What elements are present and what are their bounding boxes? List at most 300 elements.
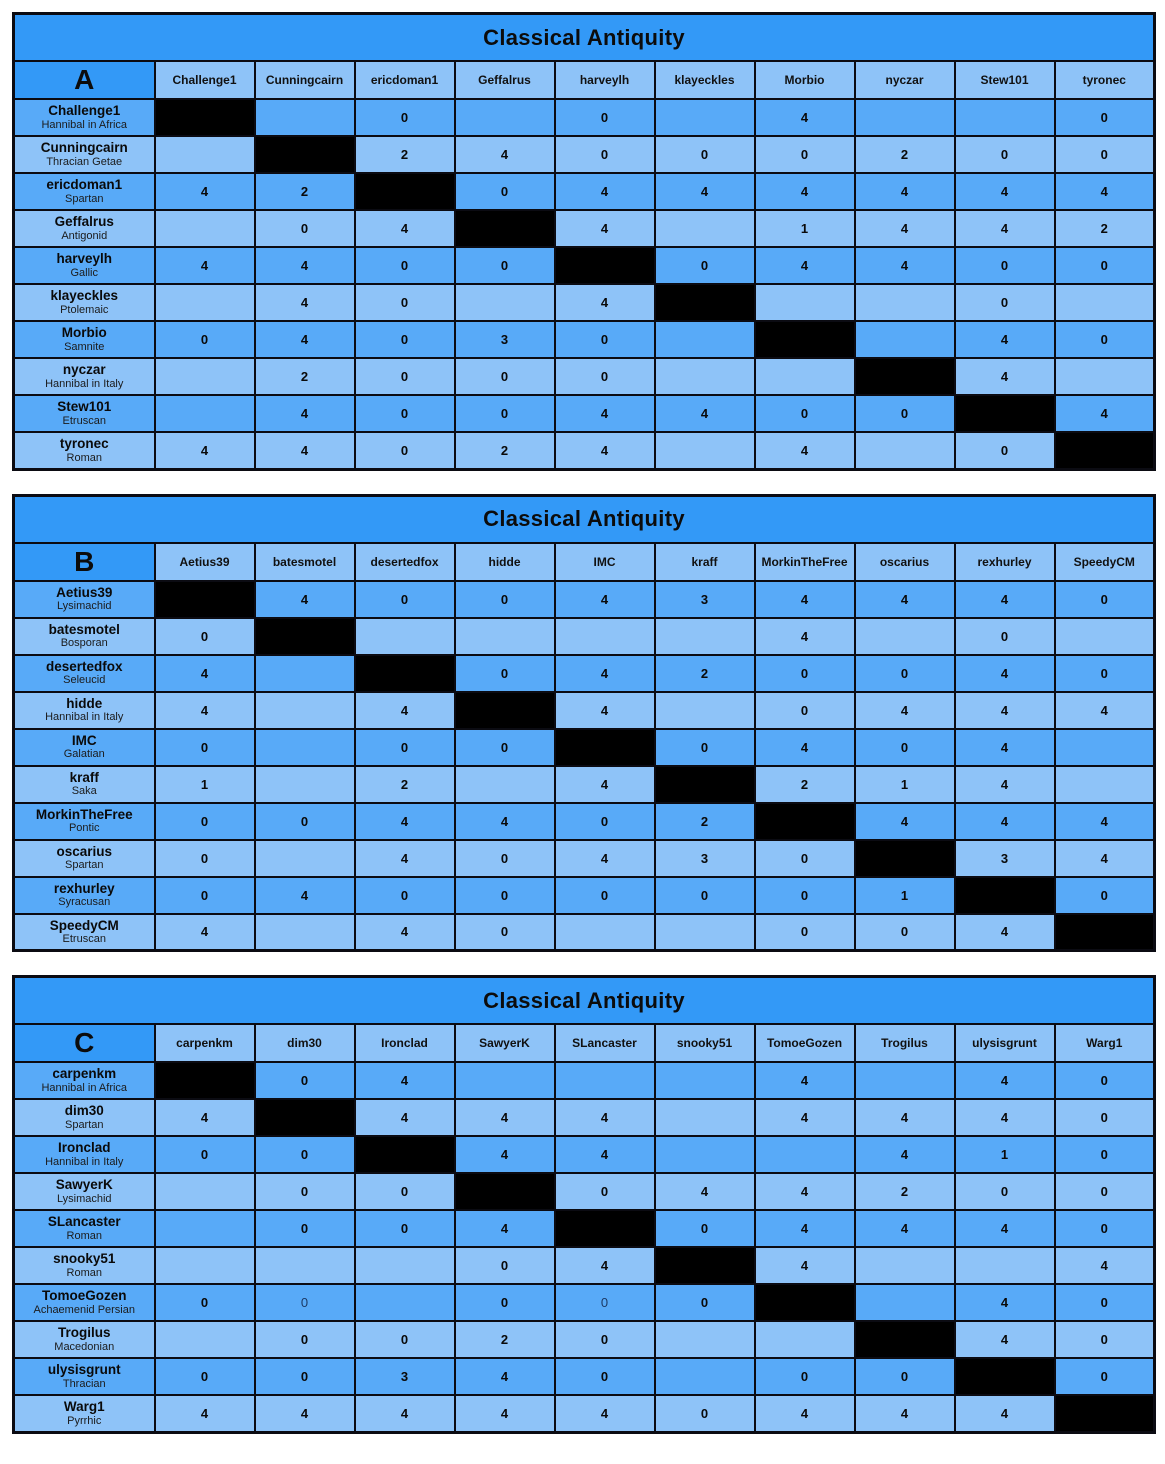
score-cell: 4 bbox=[455, 1395, 555, 1432]
empty-score-cell bbox=[555, 914, 655, 951]
civilization-name: Etruscan bbox=[62, 414, 106, 427]
score-cell: 2 bbox=[355, 766, 455, 803]
row-label bbox=[14, 1358, 155, 1395]
empty-score-cell bbox=[555, 618, 655, 655]
row-label bbox=[14, 1136, 155, 1173]
score-cell: 4 bbox=[955, 729, 1055, 766]
civilization-name: Spartan bbox=[64, 1118, 104, 1131]
table-row bbox=[14, 655, 1155, 692]
diagonal-cell bbox=[655, 284, 755, 321]
table-row bbox=[14, 1173, 1155, 1210]
column-header: Ironclad bbox=[355, 1024, 455, 1062]
row-label bbox=[14, 1062, 155, 1099]
player-name: desertedfox bbox=[45, 658, 123, 674]
table-row bbox=[14, 1062, 1155, 1099]
row-label bbox=[14, 1284, 155, 1321]
score-cell: 4 bbox=[955, 581, 1055, 618]
score-cell: 4 bbox=[955, 173, 1055, 210]
score-cell: 4 bbox=[355, 692, 455, 729]
diagonal-cell bbox=[455, 692, 555, 729]
score-cell: 4 bbox=[155, 1099, 255, 1136]
empty-score-cell bbox=[155, 210, 255, 247]
score-cell: 0 bbox=[255, 1284, 355, 1321]
score-cell: 4 bbox=[555, 1395, 655, 1432]
score-cell: 0 bbox=[855, 729, 955, 766]
player-name: batesmotel bbox=[48, 621, 120, 637]
column-header: TomoeGozen bbox=[755, 1024, 855, 1062]
score-cell: 2 bbox=[855, 1173, 955, 1210]
score-cell: 0 bbox=[655, 1284, 755, 1321]
diagonal-cell bbox=[555, 1210, 655, 1247]
score-cell: 0 bbox=[355, 247, 455, 284]
score-cell: 4 bbox=[755, 581, 855, 618]
civilization-name: Syracusan bbox=[58, 896, 111, 909]
player-name: TomoeGozen bbox=[41, 1288, 127, 1304]
column-header: IMC bbox=[555, 543, 655, 581]
empty-score-cell bbox=[655, 914, 755, 951]
score-cell: 1 bbox=[755, 210, 855, 247]
table-row bbox=[14, 914, 1155, 951]
score-cell: 4 bbox=[255, 877, 355, 914]
column-header: SpeedyCM bbox=[1055, 543, 1155, 581]
score-cell: 4 bbox=[255, 581, 355, 618]
table-row bbox=[14, 692, 1155, 729]
score-cell: 4 bbox=[955, 358, 1055, 395]
civilization-name: Bosporan bbox=[60, 637, 108, 650]
player-name: Cunningcairn bbox=[40, 140, 128, 156]
score-cell: 0 bbox=[655, 247, 755, 284]
empty-score-cell bbox=[355, 1247, 455, 1284]
score-cell: 4 bbox=[155, 247, 255, 284]
score-cell: 0 bbox=[1055, 1210, 1155, 1247]
score-cell: 4 bbox=[855, 1136, 955, 1173]
score-cell: 0 bbox=[955, 1173, 1055, 1210]
score-cell: 0 bbox=[1055, 877, 1155, 914]
score-cell: 4 bbox=[355, 1062, 455, 1099]
score-cell: 4 bbox=[455, 1099, 555, 1136]
score-cell: 0 bbox=[155, 1358, 255, 1395]
column-header: klayeckles bbox=[655, 61, 755, 99]
empty-score-cell bbox=[155, 1173, 255, 1210]
score-cell: 0 bbox=[255, 1062, 355, 1099]
crosstable-group-b bbox=[12, 494, 1156, 953]
row-label bbox=[14, 395, 155, 432]
score-cell: 4 bbox=[555, 432, 655, 469]
score-cell: 4 bbox=[255, 1395, 355, 1432]
column-header: ulysisgrunt bbox=[955, 1024, 1055, 1062]
score-cell: 4 bbox=[955, 210, 1055, 247]
score-cell: 0 bbox=[855, 395, 955, 432]
table-row bbox=[14, 1321, 1155, 1358]
score-cell: 2 bbox=[255, 358, 355, 395]
table-row bbox=[14, 581, 1155, 618]
player-name: Challenge1 bbox=[48, 103, 121, 119]
score-cell: 4 bbox=[955, 803, 1055, 840]
score-cell: 4 bbox=[1055, 840, 1155, 877]
score-cell: 4 bbox=[555, 581, 655, 618]
score-cell: 4 bbox=[855, 692, 955, 729]
score-cell: 4 bbox=[255, 321, 355, 358]
row-label bbox=[14, 766, 155, 803]
empty-score-cell bbox=[255, 914, 355, 951]
score-cell: 0 bbox=[955, 284, 1055, 321]
score-cell: 0 bbox=[555, 1321, 655, 1358]
civilization-name: Spartan bbox=[64, 192, 104, 205]
score-cell: 4 bbox=[555, 692, 655, 729]
score-cell: 4 bbox=[955, 1062, 1055, 1099]
diagonal-cell bbox=[155, 1062, 255, 1099]
row-label bbox=[14, 1247, 155, 1284]
row-label bbox=[14, 655, 155, 692]
score-cell: 4 bbox=[455, 1136, 555, 1173]
score-cell: 0 bbox=[155, 803, 255, 840]
diagonal-cell bbox=[755, 1284, 855, 1321]
score-cell: 0 bbox=[955, 136, 1055, 173]
crosstable-group-c bbox=[12, 975, 1156, 1434]
civilization-name: Roman bbox=[66, 451, 102, 464]
score-cell: 3 bbox=[655, 840, 755, 877]
score-cell: 4 bbox=[955, 1099, 1055, 1136]
empty-score-cell bbox=[255, 840, 355, 877]
player-name: SLancaster bbox=[47, 1214, 121, 1230]
civilization-name: Lysimachid bbox=[56, 1192, 112, 1205]
empty-score-cell bbox=[1055, 358, 1155, 395]
column-header: batesmotel bbox=[255, 543, 355, 581]
diagonal-cell bbox=[655, 1247, 755, 1284]
score-cell: 2 bbox=[355, 136, 455, 173]
row-label bbox=[14, 358, 155, 395]
diagonal-cell bbox=[655, 766, 755, 803]
empty-score-cell bbox=[355, 1284, 455, 1321]
score-cell: 0 bbox=[1055, 1062, 1155, 1099]
civilization-name: Thracian bbox=[62, 1377, 106, 1390]
diagonal-cell bbox=[955, 1358, 1055, 1395]
player-name: nyczar bbox=[62, 362, 106, 378]
score-cell: 4 bbox=[755, 247, 855, 284]
empty-score-cell bbox=[755, 358, 855, 395]
score-cell: 0 bbox=[355, 358, 455, 395]
empty-score-cell bbox=[255, 655, 355, 692]
score-cell: 0 bbox=[355, 1173, 455, 1210]
score-cell: 0 bbox=[355, 1210, 455, 1247]
civilization-name: Pyrrhic bbox=[67, 1414, 102, 1427]
score-cell: 4 bbox=[855, 247, 955, 284]
civilization-name: Seleucid bbox=[63, 674, 106, 687]
score-cell: 2 bbox=[755, 766, 855, 803]
empty-score-cell bbox=[455, 1062, 555, 1099]
score-cell: 0 bbox=[1055, 99, 1155, 136]
diagonal-cell bbox=[155, 581, 255, 618]
empty-score-cell bbox=[1055, 729, 1155, 766]
score-cell: 0 bbox=[1055, 655, 1155, 692]
empty-score-cell bbox=[655, 618, 755, 655]
column-header: Warg1 bbox=[1055, 1024, 1155, 1062]
civilization-name: Hannibal in Italy bbox=[45, 377, 124, 390]
row-label bbox=[14, 729, 155, 766]
column-header: harveylh bbox=[555, 61, 655, 99]
table-row bbox=[14, 395, 1155, 432]
player-name: IMC bbox=[71, 732, 97, 748]
score-cell: 4 bbox=[755, 729, 855, 766]
player-name: MorkinTheFree bbox=[35, 806, 133, 822]
score-cell: 0 bbox=[755, 692, 855, 729]
column-header: Aetius39 bbox=[155, 543, 255, 581]
player-name: snooky51 bbox=[53, 1251, 116, 1267]
score-cell: 4 bbox=[555, 284, 655, 321]
column-header: Challenge1 bbox=[155, 61, 255, 99]
empty-score-cell bbox=[955, 1247, 1055, 1284]
player-name: Aetius39 bbox=[56, 584, 113, 600]
score-cell: 0 bbox=[455, 173, 555, 210]
player-name: Ironclad bbox=[57, 1140, 111, 1156]
table-row bbox=[14, 877, 1155, 914]
score-cell: 4 bbox=[855, 1395, 955, 1432]
score-cell: 0 bbox=[455, 914, 555, 951]
diagonal-cell bbox=[355, 173, 455, 210]
empty-score-cell bbox=[1055, 766, 1155, 803]
score-cell: 0 bbox=[555, 1173, 655, 1210]
civilization-name: Etruscan bbox=[62, 933, 106, 946]
score-cell: 0 bbox=[455, 729, 555, 766]
empty-score-cell bbox=[455, 284, 555, 321]
empty-score-cell bbox=[855, 618, 955, 655]
civilization-name: Gallic bbox=[70, 266, 98, 279]
score-cell: 4 bbox=[155, 655, 255, 692]
score-cell: 0 bbox=[755, 840, 855, 877]
column-header: MorkinTheFree bbox=[755, 543, 855, 581]
empty-score-cell bbox=[855, 1062, 955, 1099]
row-label bbox=[14, 1395, 155, 1432]
score-cell: 0 bbox=[555, 803, 655, 840]
score-cell: 3 bbox=[355, 1358, 455, 1395]
table-row bbox=[14, 1247, 1155, 1284]
score-cell: 1 bbox=[855, 766, 955, 803]
score-cell: 4 bbox=[455, 803, 555, 840]
diagonal-cell bbox=[255, 1099, 355, 1136]
diagonal-cell bbox=[555, 247, 655, 284]
empty-score-cell bbox=[955, 99, 1055, 136]
score-cell: 0 bbox=[155, 840, 255, 877]
empty-score-cell bbox=[455, 618, 555, 655]
empty-score-cell bbox=[655, 1099, 755, 1136]
score-cell: 0 bbox=[355, 432, 455, 469]
score-cell: 0 bbox=[655, 729, 755, 766]
score-cell: 4 bbox=[755, 432, 855, 469]
score-cell: 0 bbox=[755, 136, 855, 173]
score-cell: 4 bbox=[955, 1321, 1055, 1358]
table-row bbox=[14, 1136, 1155, 1173]
score-cell: 0 bbox=[355, 284, 455, 321]
table-row bbox=[14, 1210, 1155, 1247]
row-label bbox=[14, 840, 155, 877]
score-cell: 0 bbox=[355, 877, 455, 914]
score-cell: 0 bbox=[955, 618, 1055, 655]
row-label bbox=[14, 1173, 155, 1210]
table-row bbox=[14, 1284, 1155, 1321]
player-name: kraff bbox=[69, 769, 99, 785]
empty-score-cell bbox=[755, 1321, 855, 1358]
group-c-crosstable-section bbox=[12, 975, 1153, 1434]
empty-score-cell bbox=[855, 99, 955, 136]
empty-score-cell bbox=[855, 1284, 955, 1321]
empty-score-cell bbox=[155, 1247, 255, 1284]
score-cell: 0 bbox=[1055, 1358, 1155, 1395]
score-cell: 0 bbox=[555, 1284, 655, 1321]
score-cell: 4 bbox=[355, 1395, 455, 1432]
score-cell: 0 bbox=[555, 321, 655, 358]
score-cell: 4 bbox=[1055, 692, 1155, 729]
group-b-crosstable-section bbox=[12, 494, 1153, 953]
civilization-name: Hannibal in Italy bbox=[45, 1155, 124, 1168]
score-cell: 4 bbox=[355, 803, 455, 840]
score-cell: 2 bbox=[855, 136, 955, 173]
empty-score-cell bbox=[1055, 284, 1155, 321]
table-row bbox=[14, 1395, 1155, 1432]
score-cell: 4 bbox=[755, 1210, 855, 1247]
score-cell: 0 bbox=[755, 914, 855, 951]
score-cell: 0 bbox=[255, 1210, 355, 1247]
empty-score-cell bbox=[855, 432, 955, 469]
score-cell: 0 bbox=[1055, 136, 1155, 173]
score-cell: 4 bbox=[855, 581, 955, 618]
column-header: rexhurley bbox=[955, 543, 1055, 581]
score-cell: 0 bbox=[1055, 247, 1155, 284]
score-cell: 1 bbox=[955, 1136, 1055, 1173]
civilization-name: Pontic bbox=[68, 822, 100, 835]
score-cell: 0 bbox=[455, 877, 555, 914]
empty-score-cell bbox=[255, 766, 355, 803]
column-header: dim30 bbox=[255, 1024, 355, 1062]
empty-score-cell bbox=[655, 358, 755, 395]
empty-score-cell bbox=[355, 618, 455, 655]
row-label bbox=[14, 210, 155, 247]
score-cell: 2 bbox=[255, 173, 355, 210]
score-cell: 4 bbox=[955, 655, 1055, 692]
empty-score-cell bbox=[855, 321, 955, 358]
empty-score-cell bbox=[655, 1358, 755, 1395]
column-header: Cunningcairn bbox=[255, 61, 355, 99]
empty-score-cell bbox=[755, 1136, 855, 1173]
player-name: SawyerK bbox=[55, 1177, 113, 1193]
score-cell: 0 bbox=[455, 247, 555, 284]
score-cell: 0 bbox=[355, 99, 455, 136]
score-cell: 0 bbox=[855, 1358, 955, 1395]
column-header: oscarius bbox=[855, 543, 955, 581]
player-name: Stew101 bbox=[57, 399, 112, 415]
civilization-name: Hannibal in Africa bbox=[41, 1081, 128, 1094]
empty-score-cell bbox=[255, 729, 355, 766]
score-cell: 4 bbox=[555, 210, 655, 247]
score-cell: 4 bbox=[455, 1210, 555, 1247]
diagonal-cell bbox=[755, 321, 855, 358]
table-row bbox=[14, 247, 1155, 284]
score-cell: 4 bbox=[355, 210, 455, 247]
score-cell: 4 bbox=[555, 173, 655, 210]
player-name: ericdoman1 bbox=[46, 177, 123, 193]
score-cell: 4 bbox=[755, 1247, 855, 1284]
table-row bbox=[14, 173, 1155, 210]
score-cell: 0 bbox=[455, 840, 555, 877]
player-name: Trogilus bbox=[57, 1325, 111, 1341]
score-cell: 4 bbox=[955, 1284, 1055, 1321]
score-cell: 4 bbox=[855, 1210, 955, 1247]
score-cell: 0 bbox=[655, 1210, 755, 1247]
score-cell: 4 bbox=[155, 432, 255, 469]
civilization-name: Saka bbox=[71, 785, 97, 798]
column-header: snooky51 bbox=[655, 1024, 755, 1062]
score-cell: 4 bbox=[155, 173, 255, 210]
table-row bbox=[14, 729, 1155, 766]
score-cell: 0 bbox=[155, 618, 255, 655]
score-cell: 3 bbox=[455, 321, 555, 358]
score-cell: 4 bbox=[655, 173, 755, 210]
civilization-name: Spartan bbox=[64, 859, 104, 872]
column-header: tyronec bbox=[1055, 61, 1155, 99]
score-cell: 0 bbox=[455, 1284, 555, 1321]
table-row bbox=[14, 99, 1155, 136]
score-cell: 4 bbox=[255, 247, 355, 284]
score-cell: 2 bbox=[455, 1321, 555, 1358]
player-name: tyronec bbox=[59, 436, 109, 452]
score-cell: 4 bbox=[155, 914, 255, 951]
row-label bbox=[14, 247, 155, 284]
score-cell: 4 bbox=[155, 692, 255, 729]
row-label bbox=[14, 99, 155, 136]
score-cell: 0 bbox=[355, 1321, 455, 1358]
column-header: hidde bbox=[455, 543, 555, 581]
score-cell: 0 bbox=[655, 1395, 755, 1432]
score-cell: 4 bbox=[255, 432, 355, 469]
score-cell: 0 bbox=[755, 1358, 855, 1395]
table-row bbox=[14, 210, 1155, 247]
empty-score-cell bbox=[255, 99, 355, 136]
score-cell: 0 bbox=[855, 914, 955, 951]
column-header: Trogilus bbox=[855, 1024, 955, 1062]
diagonal-cell bbox=[255, 618, 355, 655]
score-cell: 0 bbox=[255, 210, 355, 247]
empty-score-cell bbox=[855, 284, 955, 321]
civilization-name: Macedonian bbox=[54, 1340, 115, 1353]
row-label bbox=[14, 321, 155, 358]
score-cell: 1 bbox=[155, 766, 255, 803]
group-a-crosstable-section bbox=[12, 12, 1153, 471]
diagonal-cell bbox=[555, 729, 655, 766]
score-cell: 4 bbox=[955, 914, 1055, 951]
empty-score-cell bbox=[555, 1062, 655, 1099]
score-cell: 0 bbox=[355, 321, 455, 358]
civilization-name: Thracian Getae bbox=[46, 155, 123, 168]
empty-score-cell bbox=[155, 1321, 255, 1358]
score-cell: 0 bbox=[355, 395, 455, 432]
score-cell: 0 bbox=[555, 99, 655, 136]
table-row bbox=[14, 1358, 1155, 1395]
score-cell: 0 bbox=[155, 729, 255, 766]
score-cell: 2 bbox=[455, 432, 555, 469]
row-label bbox=[14, 803, 155, 840]
score-cell: 4 bbox=[955, 766, 1055, 803]
score-cell: 4 bbox=[455, 136, 555, 173]
score-cell: 4 bbox=[955, 321, 1055, 358]
score-cell: 0 bbox=[355, 729, 455, 766]
player-name: ulysisgrunt bbox=[47, 1362, 121, 1378]
table-title: Classical Antiquity bbox=[14, 977, 1155, 1025]
diagonal-cell bbox=[355, 1136, 455, 1173]
score-cell: 0 bbox=[455, 581, 555, 618]
score-cell: 4 bbox=[855, 803, 955, 840]
table-row bbox=[14, 284, 1155, 321]
empty-score-cell bbox=[255, 692, 355, 729]
empty-score-cell bbox=[655, 99, 755, 136]
